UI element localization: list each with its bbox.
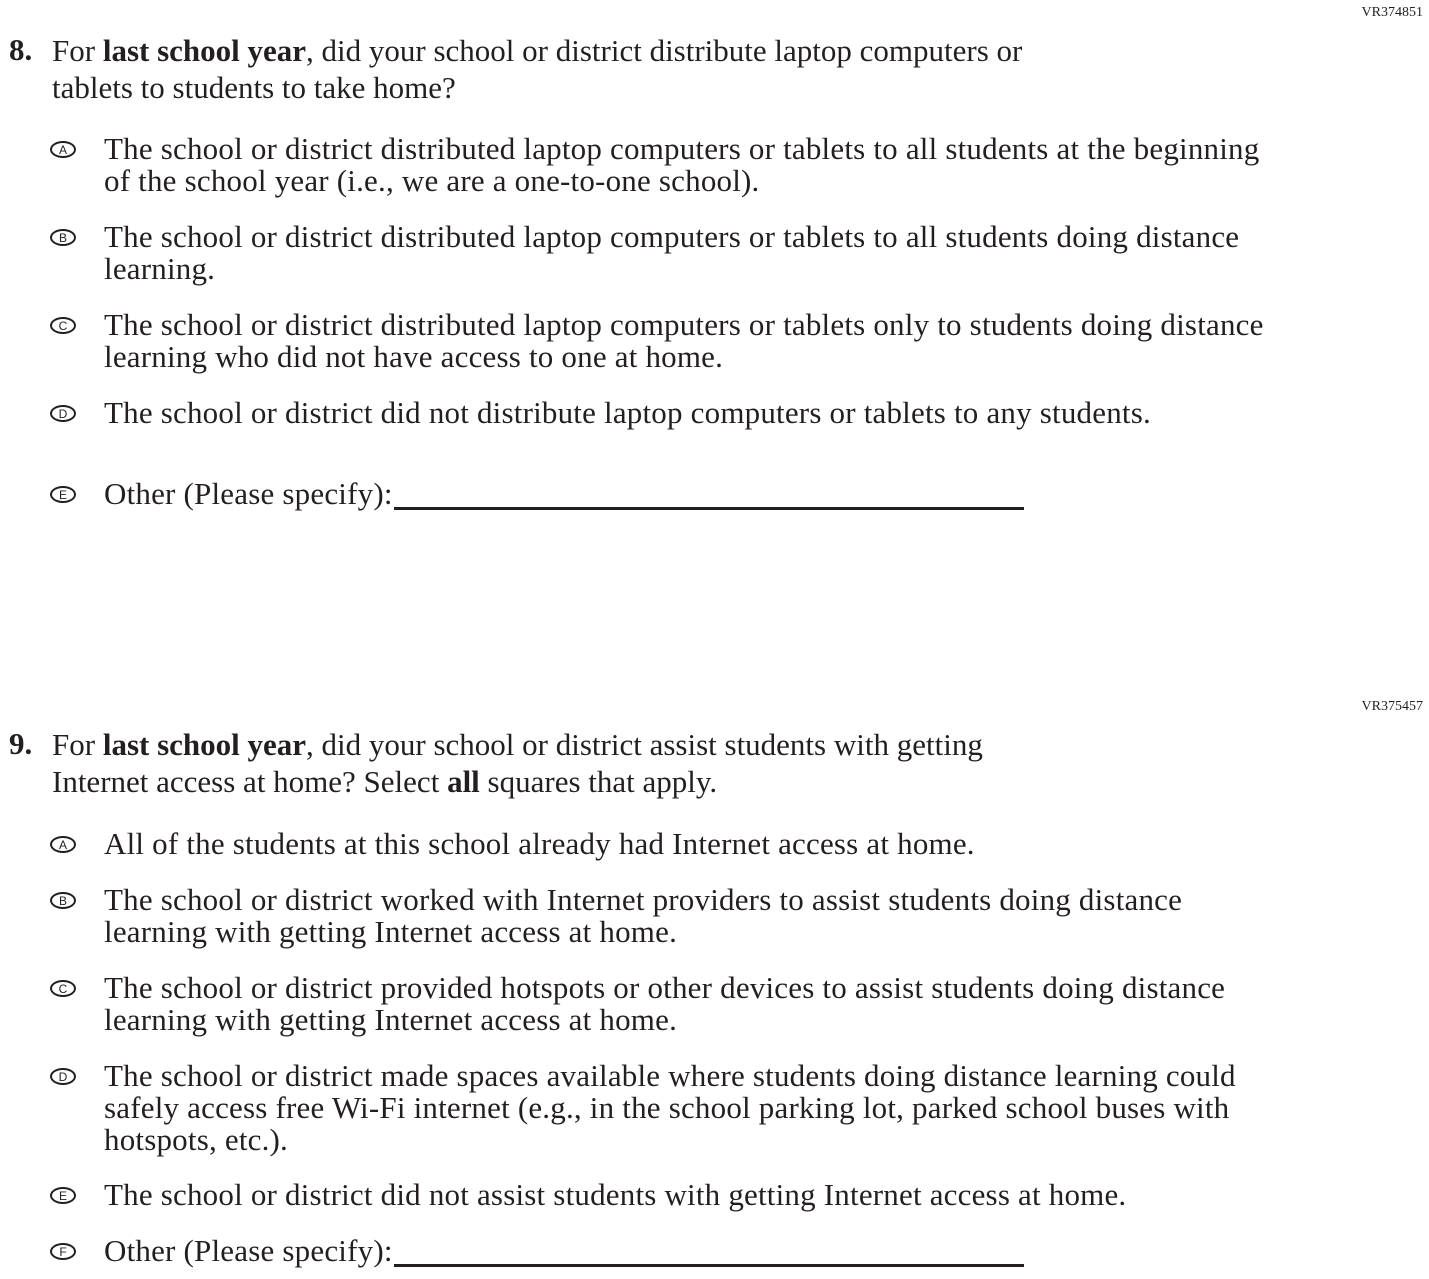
question-9-number: 9. — [9, 726, 33, 761]
option-text-line: The school or district made spaces available where students doing distance learning could — [104, 1058, 1236, 1093]
option-text-line: learning. — [104, 251, 216, 286]
option-text-line: The school or district distributed laptop computers or tablets only to students doing distance — [104, 307, 1264, 342]
q9-text-part: , did your school or district assist students with getting — [306, 727, 983, 762]
q9-option-c[interactable] — [50, 972, 1225, 1036]
option-text-line: All of the students at this school already had Internet access at home. — [104, 826, 975, 861]
q8-option-c[interactable] — [50, 309, 1264, 373]
option-text-line: learning with getting Internet access at home. — [104, 914, 678, 949]
answer-bubble-icon[interactable]: B — [50, 892, 76, 909]
q8-text-part: For — [52, 33, 103, 68]
answer-bubble-icon[interactable]: C — [50, 980, 76, 997]
option-text-line: The school or district worked with Internet providers to assist students doing distance — [104, 882, 1183, 917]
question-8-code: VR374851 — [1361, 5, 1423, 20]
q9-text-part: squares that apply. — [479, 764, 718, 799]
option-text — [104, 1060, 1236, 1156]
answer-bubble-icon[interactable]: D — [50, 1068, 76, 1085]
q8-text-part: , did your school or district distribute laptop computers or — [306, 33, 1023, 68]
option-text-line: The school or district distributed laptop computers or tablets to all students doing distance — [104, 219, 1240, 254]
option-text-line: of the school year (i.e., we are a one-to-one school). — [104, 163, 760, 198]
q9-option-b[interactable] — [50, 884, 1182, 948]
question-9-code: VR375457 — [1361, 699, 1423, 714]
question-8-number: 8. — [9, 32, 33, 67]
q9-text-part: For — [52, 727, 103, 762]
option-text — [104, 309, 1264, 373]
q9-emphasis: last school year — [102, 727, 307, 762]
answer-bubble-icon[interactable]: E — [50, 1187, 76, 1204]
q9-text-part: Internet access at home? Select — [52, 764, 448, 799]
option-text — [104, 397, 1151, 429]
option-text — [104, 478, 1024, 510]
answer-bubble-icon[interactable]: A — [50, 836, 76, 853]
q9-option-d[interactable] — [50, 1060, 1236, 1156]
option-text-line: learning with getting Internet access at home. — [104, 1002, 678, 1037]
option-text — [104, 972, 1225, 1036]
option-text — [104, 828, 975, 860]
option-text-line: The school or district did not assist students with getting Internet access at home. — [104, 1177, 1127, 1212]
q9-option-f[interactable] — [50, 1235, 1024, 1267]
question-8-text — [52, 32, 1022, 106]
option-text-line: Other (Please specify): — [104, 1233, 393, 1268]
option-text-line: hotspots, etc.). — [104, 1122, 289, 1157]
option-text-line: The school or district distributed laptop computers or tablets to all students at the beginning — [104, 131, 1260, 166]
q8-option-e[interactable] — [50, 478, 1024, 510]
question-9-text — [52, 726, 983, 800]
q8-option-d[interactable] — [50, 397, 1151, 429]
option-text-line: The school or district did not distribute laptop computers or tablets to any students. — [104, 395, 1151, 430]
option-text — [104, 221, 1239, 285]
answer-bubble-icon[interactable]: B — [50, 229, 76, 246]
option-text — [104, 1179, 1126, 1211]
answer-bubble-icon[interactable]: D — [50, 405, 76, 422]
answer-bubble-icon[interactable]: E — [50, 486, 76, 503]
q9-option-a[interactable] — [50, 828, 975, 860]
option-text — [104, 133, 1259, 197]
answer-bubble-icon[interactable]: C — [50, 317, 76, 334]
option-text-line: learning who did not have access to one at home. — [104, 339, 724, 374]
option-text-line: The school or district provided hotspots or other devices to assist students doing distance — [104, 970, 1226, 1005]
specify-input[interactable] — [394, 1236, 1024, 1267]
option-text-line: Other (Please specify): — [104, 476, 393, 511]
specify-input[interactable] — [394, 479, 1024, 510]
q9-emphasis: all — [447, 764, 480, 799]
option-text-line: safely access free Wi-Fi internet (e.g., in the school parking lot, parked school buses with — [104, 1090, 1230, 1125]
option-text — [104, 1235, 1024, 1267]
q8-option-b[interactable] — [50, 221, 1239, 285]
q8-option-a[interactable] — [50, 133, 1259, 197]
answer-bubble-icon[interactable]: A — [50, 141, 76, 158]
option-text — [104, 884, 1182, 948]
q8-emphasis: last school year — [102, 33, 307, 68]
q9-option-e[interactable] — [50, 1179, 1126, 1211]
q8-text-line2: tablets to students to take home? — [52, 70, 456, 105]
answer-bubble-icon[interactable]: F — [50, 1243, 76, 1260]
